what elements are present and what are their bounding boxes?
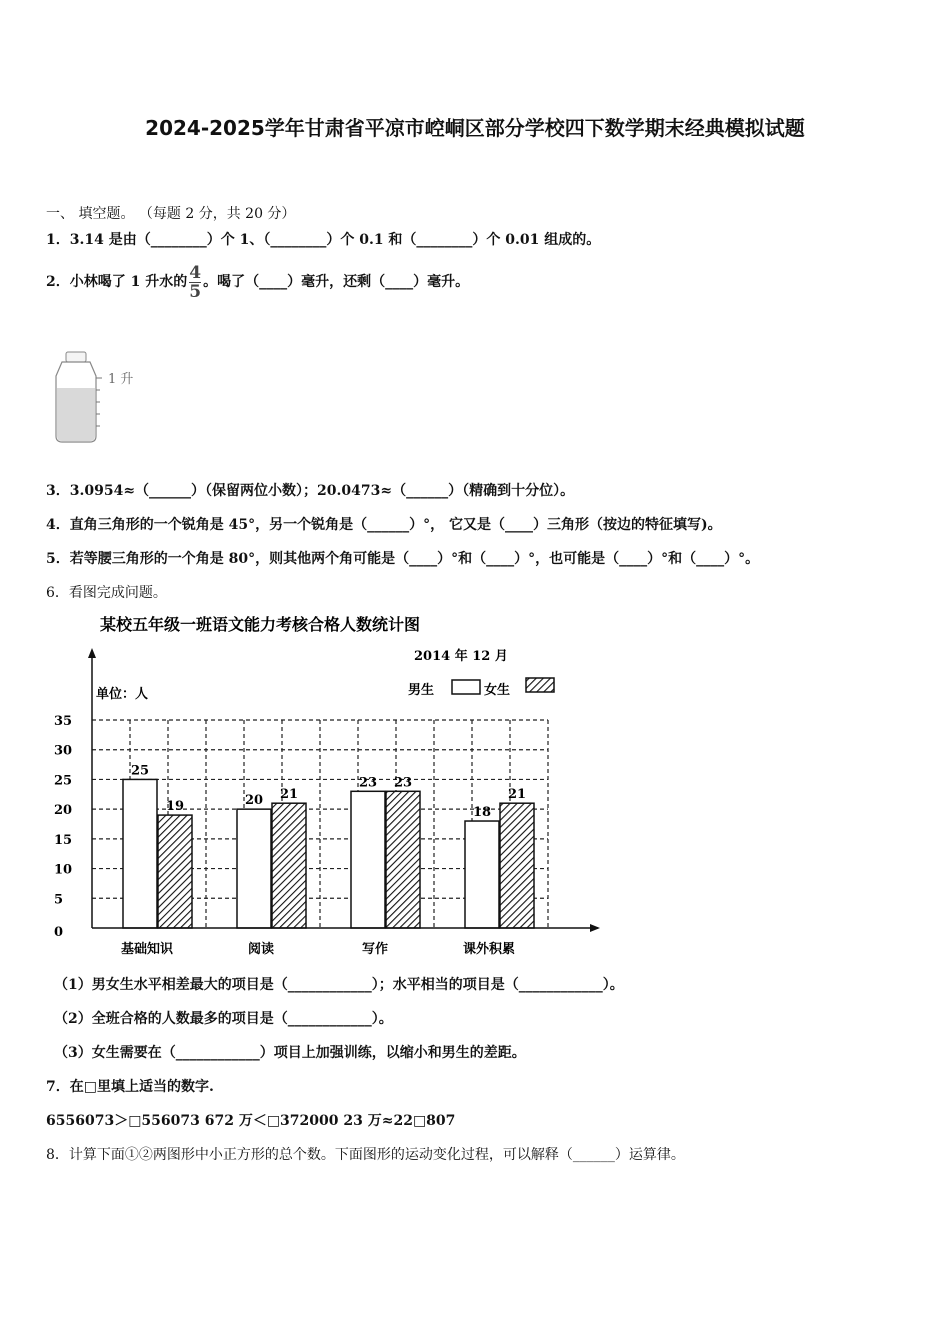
bottle-figure [52, 350, 152, 445]
chart-bars [123, 763, 534, 928]
question-7-numbers: 6556073＞□556073 672 万＜□372000 23 万≈22□807 [46, 1113, 456, 1129]
question-2-text-after: 。喝了（____）毫升，还剩（____）毫升。 [203, 274, 470, 290]
bar-female [386, 791, 420, 928]
bar-male [465, 821, 499, 928]
y-tick-label: 10 [54, 862, 73, 878]
y-axis-arrow [88, 648, 96, 658]
section-heading: 一、 填空题。 （每题 2 分，共 20 分） [46, 206, 296, 222]
y-tick-label: 5 [54, 892, 64, 908]
question-2 [46, 262, 469, 302]
legend-label-female: 女生 [484, 683, 511, 698]
page-title: 2024-2025学年甘肃省平凉市崆峒区部分学校四下数学期末经典模拟试题 [145, 116, 805, 140]
bar-female [272, 803, 306, 928]
question-6: 6．看图完成问题。 [46, 585, 167, 601]
data-label: 25 [130, 763, 150, 779]
question-3: 3．3.0954≈（______）（保留两位小数）；20.0473≈（______）（精确到十分位）。 [46, 483, 575, 499]
chart-subtitle: 2014 年 12 月 [414, 649, 508, 664]
chart-legend [408, 678, 554, 698]
question-7: 7．在□里填上适当的数字. [46, 1079, 214, 1095]
chart-title: 某校五年级一班语文能力考核合格人数统计图 [100, 615, 421, 634]
legend-label-male: 男生 [408, 683, 435, 698]
x-category-label: 写作 [361, 942, 389, 957]
bar-female [158, 815, 192, 928]
chart-unit: 单位：人 [96, 687, 149, 702]
question-1: 1．3.14 是由（________）个 1、（________）个 0.1 和（________）个 0.01 组成的。 [46, 232, 601, 248]
data-label: 19 [165, 799, 185, 815]
y-tick-label: 30 [54, 743, 73, 759]
data-label: 20 [244, 793, 264, 809]
question-6-2: （2）全班合格的人数最多的项目是（____________）。 [54, 1011, 393, 1027]
fraction-numerator: 4 [189, 262, 202, 283]
y-tick-label: 35 [54, 714, 73, 729]
y-tick-label: 15 [54, 832, 73, 848]
y-tick-label: 25 [54, 773, 73, 789]
bottle-label: 1 升 [108, 372, 134, 387]
bottle-cap [66, 352, 86, 362]
bar-male [123, 779, 157, 928]
x-category-label: 基础知识 [120, 942, 174, 957]
bar-female [500, 803, 534, 928]
fraction-denominator: 5 [189, 281, 202, 302]
data-label: 18 [472, 805, 492, 821]
data-label: 21 [507, 787, 527, 803]
fraction [189, 264, 201, 301]
data-label: 23 [358, 775, 378, 791]
x-category-label: 阅读 [247, 942, 275, 957]
data-label: 21 [279, 787, 299, 803]
bar-male [351, 791, 385, 928]
bar-chart [40, 608, 620, 963]
question-5: 5．若等腰三角形的一个角是 80°，则其他两个角可能是（____）°和（____）°，也可能是（____）°和（____）°。 [46, 551, 760, 567]
bar-male [237, 809, 271, 928]
question-8: 8．计算下面①②两图形中小正方形的总个数。下面图形的运动变化过程，可以解释（______）运算律。 [46, 1147, 685, 1163]
data-label: 23 [393, 775, 413, 791]
x-category-label: 课外积累 [462, 942, 516, 957]
x-axis-arrow [590, 924, 600, 932]
bottle-water [57, 388, 95, 441]
question-2-text-before: 2．小林喝了 1 升水的 [46, 274, 188, 290]
y-tick-label: 0 [54, 925, 64, 940]
question-4: 4．直角三角形的一个锐角是 45°，另一个锐角是（______）°， 它又是（____）三角形（按边的特征填写)。 [46, 517, 722, 533]
legend-swatch-female [526, 678, 554, 692]
question-6-3: （3）女生需要在（____________）项目上加强训练，以缩小和男生的差距。 [54, 1045, 526, 1061]
legend-swatch-male [452, 680, 480, 694]
question-6-1: （1）男女生水平相差最大的项目是（____________）；水平相当的项目是（____________）。 [54, 977, 624, 993]
y-tick-label: 20 [54, 803, 73, 819]
